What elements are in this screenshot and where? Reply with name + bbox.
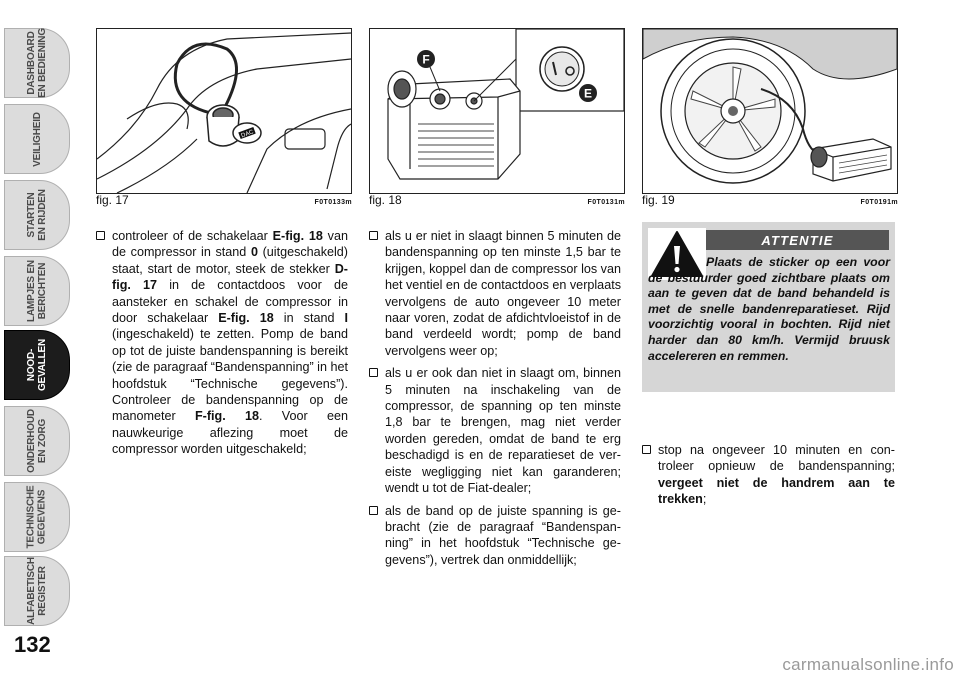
text: controleer of de schakelaar: [112, 229, 273, 243]
tab-label: STARTEN EN RIJDEN: [25, 189, 48, 241]
figure-17: [96, 28, 352, 194]
tab-technische[interactable]: [4, 482, 70, 552]
text-column-2: [369, 228, 621, 574]
text: in stand: [273, 311, 345, 326]
checkbox-bullet-icon: [96, 231, 105, 240]
instruction-paragraph: [369, 228, 621, 359]
watermark: carmanualsonline.info: [782, 655, 954, 674]
text: (ingeschakeld) te zetten. Pomp de band op tot de juiste bandenspanning is bereikt (zie de paragraaf “Bandenspanning” in het hoofdstuk “Technische gegevens”). Controleer de bandenspanning op de manometer: [112, 327, 348, 424]
text: van de compressor in stand: [112, 229, 348, 260]
figure-19-illustration: [643, 29, 897, 193]
tab-noodgevallen[interactable]: [4, 330, 70, 400]
tab-veiligheid[interactable]: [4, 104, 70, 174]
bold-text: 0: [250, 245, 258, 260]
figure-18: [369, 28, 625, 194]
tab-onderhoud[interactable]: [4, 406, 70, 476]
tab-lampjes[interactable]: [4, 256, 70, 326]
text: stop na ongeveer 10 minuten en controleer opnieuw de bandenspanning;: [658, 443, 895, 474]
svg-text:DAC: DAC: [240, 129, 255, 140]
bold-text: D-fig. 17: [112, 261, 348, 293]
tab-label: ALFABETISCH REGISTER: [26, 557, 48, 625]
text: als de band op de juiste spanning is gebracht (zie de paragraaf “Bandenspanning” in het hoofdstuk “Technische gegevens”), vertrek dan onmiddellijk;: [385, 503, 621, 567]
bold-text: I: [344, 311, 348, 326]
figure-19: [642, 28, 898, 194]
tab-label: VEILIGHEID: [31, 111, 43, 167]
text-column-3: [642, 442, 895, 514]
figure-18-illustration: [370, 29, 624, 193]
figure-19-caption: [642, 193, 898, 209]
tab-register[interactable]: [4, 556, 70, 626]
instruction-paragraph: [642, 442, 895, 508]
text-column-1: [96, 228, 348, 464]
instruction-paragraph: [369, 365, 621, 496]
figure-number: fig. 18: [369, 193, 402, 207]
bold-text: F-fig. 18: [194, 409, 260, 424]
instruction-paragraph: [96, 228, 348, 458]
figure-code: F0T0191m: [860, 199, 898, 206]
label-e: E: [583, 86, 593, 101]
text: als u er ook dan niet in slaagt om, binnen 5 minuten na inschakeling van de compressor, de spanning op ten minste 1,8 bar te brengen, mag niet verder worden gereden, omdat de band te erg beschadigd is en de reparatieset de vereiste wegligging niet kan garanderen; wendt u tot de Fiat-dealer;: [385, 366, 621, 496]
tab-label: LAMPJES EN BERICHTEN: [26, 260, 48, 322]
label-f: F: [422, 52, 430, 67]
text: ;: [702, 492, 707, 507]
instruction-paragraph: [369, 503, 621, 569]
text: (uitgeschakeld) staat, start de motor, steek de stekker: [112, 245, 348, 276]
checkbox-bullet-icon: [642, 445, 651, 454]
bold-text: vergeet niet de handrem aan te trekken: [658, 475, 895, 507]
figure-code: F0T0131m: [587, 199, 625, 206]
text: . Voor een nauwkeurige aflezing moet de compressor worden uitgeschakeld;: [112, 409, 348, 457]
figure-number: fig. 19: [642, 193, 675, 207]
checkbox-bullet-icon: [369, 368, 378, 377]
chapter-tabs: [0, 0, 78, 677]
text: in de contactdoos voor de aansteker en schakel de compressor in door schakelaar: [112, 278, 348, 326]
warning-title: ATTENTIE: [706, 230, 889, 250]
tab-starten[interactable]: [4, 180, 70, 250]
figure-code: F0T0133m: [314, 199, 352, 206]
bold-text: E-fig. 18: [272, 229, 323, 243]
checkbox-bullet-icon: [369, 231, 378, 240]
tab-label: DASHBOARD EN BEDIENING: [26, 28, 48, 98]
warning-text: Plaats de sticker op een voor de bestuurder goed zichtbare plaats om aan te geven dat de band behandeld is met de snelle bandenreparatieset. Rijd voorzichtig vooral in bochten. Rijd niet harder dan 80 km/h. Vermijd bruusk accelereren en remmen.: [648, 255, 890, 363]
figure-number: fig. 17: [96, 193, 129, 207]
tab-label: ONDERHOUD EN ZORG: [25, 409, 48, 473]
text: als u er niet in slaagt binnen 5 minuten de bandenspanning op ten minste 1,5 bar te krijgen, koppel dan de compressor los van het ventiel en de contactdoos en verplaats vervolgens de auto ongeveer 10 meter naar voren, zodat de afdichtvloeistof in de band verdeeld wordt; pomp de band vervolgens weer op;: [385, 229, 621, 358]
tab-label: TECHNISCHE GEGEVENS: [25, 485, 48, 549]
checkbox-bullet-icon: [369, 506, 378, 515]
warning-box: [642, 222, 895, 392]
tab-label: NOOD- GEVALLEN: [25, 338, 48, 392]
tab-dashboard[interactable]: [4, 28, 70, 98]
figure-18-caption: [369, 193, 625, 209]
figure-17-caption: [96, 193, 352, 209]
bold-text: E-fig. 18: [218, 311, 274, 326]
page-number: 132: [14, 632, 51, 657]
figure-17-illustration: [97, 29, 351, 193]
